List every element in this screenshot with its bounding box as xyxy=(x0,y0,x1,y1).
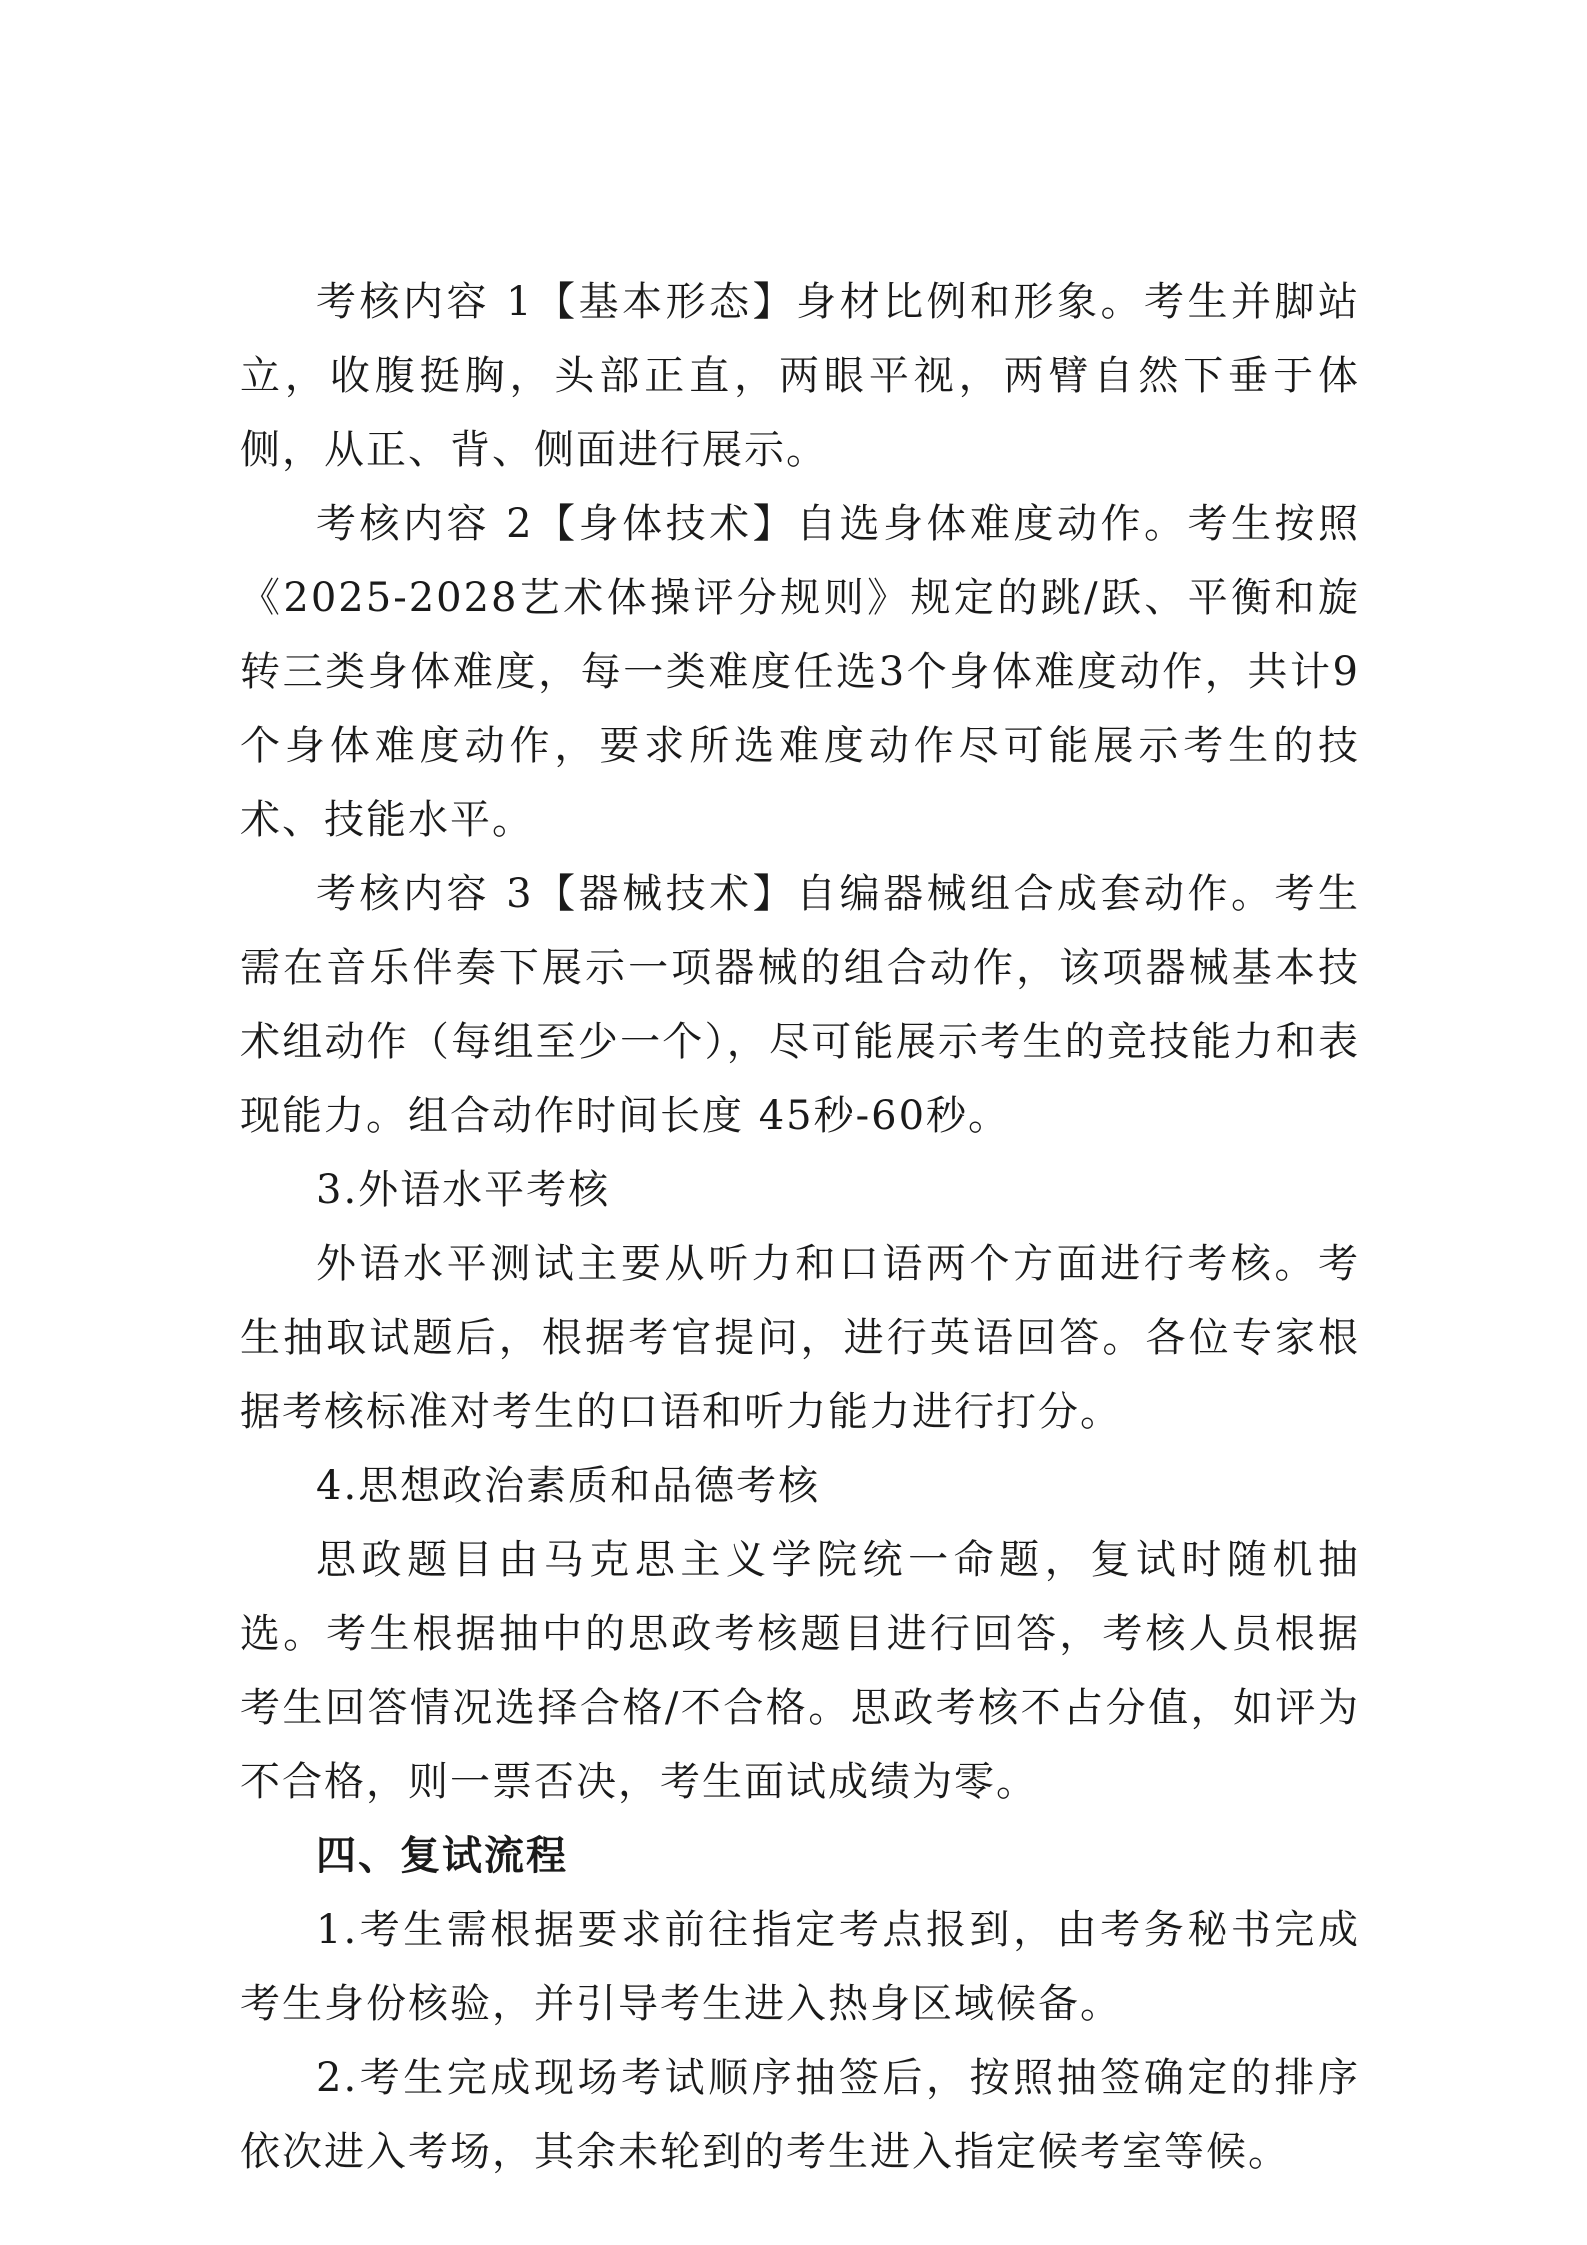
paragraph-apparatus-technique: 考核内容 3【器械技术】自编器械组合成套动作。考生需在音乐伴奏下展示一项器械的组合动作，该项器械基本技术组动作（每组至少一个），尽可能展示考生的竞技能力和表现能力。组合动作时间长度 45秒-60秒。 xyxy=(240,871,1360,1139)
document-body xyxy=(240,265,1360,2189)
process-item-1: 1.考生需根据要求前往指定考点报到，由考务秘书完成考生身份核验，并引导考生进入热身区域候备。 xyxy=(240,1907,1360,2027)
paragraph-body-technique: 考核内容 2【身体技术】自选身体难度动作。考生按照《2025-2028艺术体操评分规则》规定的跳/跃、平衡和旋转三类身体难度，每一类难度任选3个身体难度动作，共计9个身体难度动作，要求所选难度动作尽可能展示考生的技术、技能水平。 xyxy=(240,501,1360,843)
subheading-political-quality: 4.思想政治素质和品德考核 xyxy=(316,1463,821,1509)
section-heading-retest-process: 四、复试流程 xyxy=(316,1833,568,1879)
process-item-2: 2.考生完成现场考试顺序抽签后，按照抽签确定的排序依次进入考场，其余未轮到的考生进入指定候考室等候。 xyxy=(240,2055,1360,2175)
paragraph-basic-form: 考核内容 1【基本形态】身材比例和形象。考生并脚站立，收腹挺胸，头部正直，两眼平视，两臂自然下垂于体侧，从正、背、侧面进行展示。 xyxy=(240,279,1360,473)
paragraph-foreign-language: 外语水平测试主要从听力和口语两个方面进行考核。考生抽取试题后，根据考官提问，进行英语回答。各位专家根据考核标准对考生的口语和听力能力进行打分。 xyxy=(240,1241,1360,1435)
subheading-foreign-language: 3.外语水平考核 xyxy=(316,1167,611,1213)
paragraph-political-quality: 思政题目由马克思主义学院统一命题，复试时随机抽选。考生根据抽中的思政考核题目进行回答，考核人员根据考生回答情况选择合格/不合格。思政考核不占分值，如评为不合格，则一票否决，考生面试成绩为零。 xyxy=(240,1537,1360,1805)
